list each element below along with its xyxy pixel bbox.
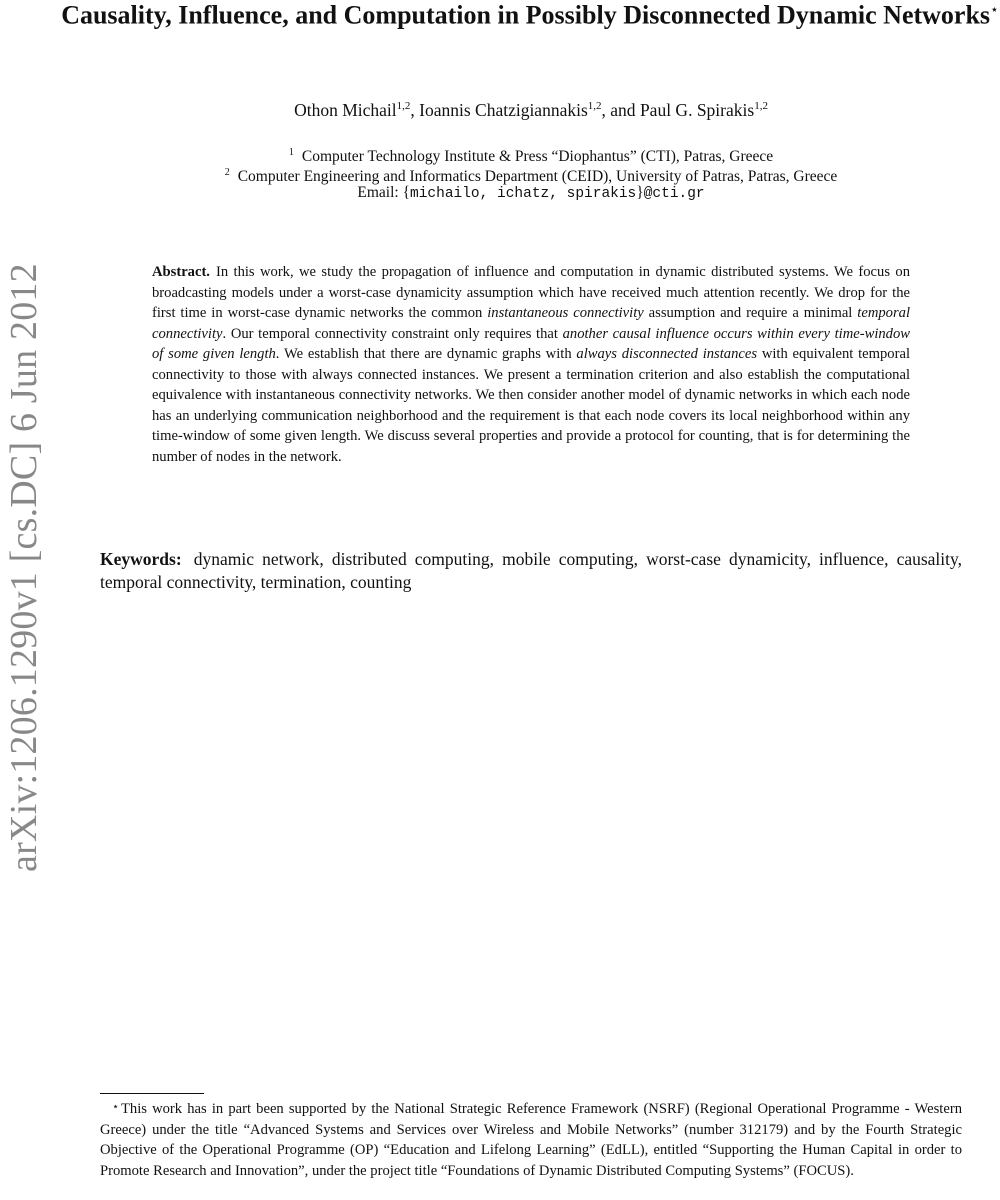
keywords-label: Keywords: xyxy=(100,549,182,569)
email-domain: @cti.gr xyxy=(643,186,705,202)
author-name: Paul G. Spirakis xyxy=(639,100,755,120)
footnote-text: This work has in part been supported by the National Strategic Reference Framework (NSRF) (Regional Operational Programme - Western Greece) under the title “Advanced Systems and Services over Wireless and Mobile Networks” (number 312179) and by the Fourth Strategic Objective of the Operational Programme (OP) “Education and Lifelong Learning” (EdLL), entitled “Supporting the Human Capital in order to Promote Research and Innovation”, under the project title “Foundations of Dynamic Distributed Computing Systems” (FOCUS). xyxy=(100,1101,962,1179)
email-label: Email: xyxy=(357,184,403,201)
keywords-text: dynamic network, distributed computing, mobile computing, worst-case dynamicity, influence, causality, temporal connectivity, termination, counting xyxy=(100,549,963,592)
author-list xyxy=(100,100,962,121)
author-separator: , and xyxy=(601,100,640,120)
affiliation-number: 1 xyxy=(288,147,294,158)
footnote xyxy=(100,1097,962,1181)
affiliation-text: Computer Technology Institute & Press “Diophantus” (CTI), Patras, Greece xyxy=(301,148,774,166)
affiliation-text: Computer Engineering and Informatics Department (CEID), University of Patras, Patras, Greece xyxy=(237,168,838,186)
abstract-emphasis: another causal influence occurs within every time-window of some given length xyxy=(152,325,910,362)
email-brace-close: } xyxy=(636,184,644,201)
author-affiliation-sup: 1,2 xyxy=(587,100,602,113)
author-name: Othon Michail xyxy=(294,100,397,120)
abstract-text: with equivalent temporal connectivity to those with always connected instances. We present a termination criterion and also establish the computational equivalence with instantaneous connectivity networks. We then consider another model of dynamic networks in which each node has an underlying communication neighborhood and the requirement is that each node covers its local neighborhood within any time-window of some given length. We discuss several properties and provide a protocol for counting, that is for determining the number of nodes in the network. xyxy=(152,346,910,465)
abstract-emphasis: instantaneous connectivity xyxy=(487,305,644,321)
footnote-mark: ⋆ xyxy=(112,1101,119,1113)
abstract-text: assumption and require a minimal xyxy=(643,305,858,321)
paper-title xyxy=(60,0,1000,33)
abstract-text: . Our temporal connectivity constraint only requires that xyxy=(222,325,563,342)
keywords xyxy=(100,548,962,594)
title-footnote-mark: ⋆ xyxy=(990,3,999,18)
email-users: michailo, ichatz, spirakis xyxy=(410,186,637,202)
abstract-emphasis: always disconnected instances xyxy=(576,346,758,362)
abstract-text: In this work, we study the propagation of influence and computation in dynamic distributed systems. We focus on broadcasting models under a worst-case dynamicity assumption which have received much attention recently. We drop for the first time in worst-case dynamic networks the common xyxy=(152,264,910,321)
author-separator: , xyxy=(410,100,420,120)
abstract-emphasis: temporal connectivity xyxy=(152,305,910,342)
author-affiliation-sup: 1,2 xyxy=(754,100,768,113)
author-name: Ioannis Chatzigiannakis xyxy=(419,100,588,120)
email-brace-open: { xyxy=(402,184,411,201)
abstract xyxy=(152,262,910,467)
abstract-label: Abstract. xyxy=(152,264,210,280)
affiliation-number: 2 xyxy=(224,167,230,178)
email-line xyxy=(100,183,962,204)
abstract-text: . We establish that there are dynamic graphs with xyxy=(275,346,577,362)
author-affiliation-sup: 1,2 xyxy=(396,100,411,113)
footnote-rule xyxy=(100,1093,204,1094)
arxiv-identifier-stamp: arXiv:1206.1290v1 [cs.DC] 6 Jun 2012 xyxy=(3,263,45,872)
paper-title-text: Causality, Influence, and Computation in Possibly Disconnected Dynamic Networks xyxy=(61,0,991,30)
